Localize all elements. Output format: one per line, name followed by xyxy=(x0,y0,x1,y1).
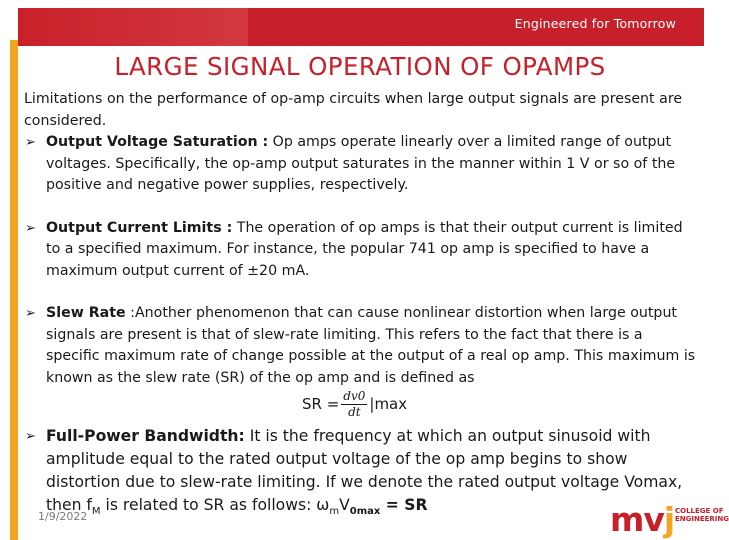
bullet-text-3: V xyxy=(339,496,350,514)
bullet-heading: Output Current Limits : xyxy=(46,219,233,236)
formula-numerator: dv0 xyxy=(343,389,366,403)
college-logo xyxy=(610,500,729,539)
arrow-bullet-icon: ➢ xyxy=(25,306,36,321)
bullet-slew-rate xyxy=(24,303,700,389)
bullet-text: It is the frequency at which an output sinusoid with amplitude equal to the rated output voltage of the op amp begins to show distortion due to slew-rate limiting. If we denote the rated output voltage Vomax, then f xyxy=(46,427,683,514)
slide-title: LARGE SIGNAL OPERATION OF OPAMPS xyxy=(114,52,606,81)
bullet-full-power-bandwidth xyxy=(24,425,700,523)
bullet-heading: Output Voltage Saturation : xyxy=(46,134,269,150)
formula-fraction xyxy=(341,389,367,420)
header-tagline: Engineered for Tomorrow xyxy=(514,16,676,31)
slide-content xyxy=(24,89,700,523)
formula-denominator: dt xyxy=(348,405,361,419)
slew-rate-formula xyxy=(24,389,700,425)
bullet-output-voltage-saturation xyxy=(24,132,700,197)
formula-lhs: SR = xyxy=(302,394,340,413)
subscript-m: M xyxy=(91,506,101,518)
bullet-text-4: = SR xyxy=(380,496,428,514)
bullet-text: :Another phenomenon that can cause nonlinear distortion when large output signals are present is that of slew-rate limiting. This refers to the fact that there is a specific maximum rate of change possible at the output of a real op amp. This maximum is known as the slew rate (SR) of the op amp and is defined as xyxy=(46,305,696,386)
arrow-bullet-icon: ➢ xyxy=(25,135,36,150)
bullet-output-current-limits xyxy=(24,218,700,283)
bullet-heading: Slew Rate xyxy=(46,305,126,321)
logo-mark: mvj xyxy=(610,500,675,539)
formula-rhs: |max xyxy=(369,394,408,413)
subscript-0max: 0max xyxy=(349,506,381,518)
header-gradient xyxy=(18,8,248,46)
bullet-text-2: is related to SR as follows: ω xyxy=(100,496,330,514)
intro-text: Limitations on the performance of op-amp circuits when large output signals are present are considered. xyxy=(24,91,683,129)
subscript-m2: m xyxy=(329,506,340,518)
arrow-bullet-icon: ➢ xyxy=(25,429,36,444)
logo-text: COLLEGE OF ENGINEERING xyxy=(675,507,729,523)
header-band xyxy=(0,0,720,46)
left-accent-bar xyxy=(10,40,18,540)
bullet-heading: Full-Power Bandwidth: xyxy=(46,427,245,445)
arrow-bullet-icon: ➢ xyxy=(25,220,36,236)
footer-date: 1/9/2022 xyxy=(38,510,88,523)
bullet-text: Op amps operate linearly over a limited range of output voltages. Specifically, the op-amp output saturates in the manner within 1 V or so of the positive and negative power supplies, respectively. xyxy=(46,134,676,193)
bullet-text: The operation of op amps is that their output current is limited to a specified maximum. For instance, the popular 741 op amp is specified to have a maximum output current of ±20 mA. xyxy=(46,219,683,279)
